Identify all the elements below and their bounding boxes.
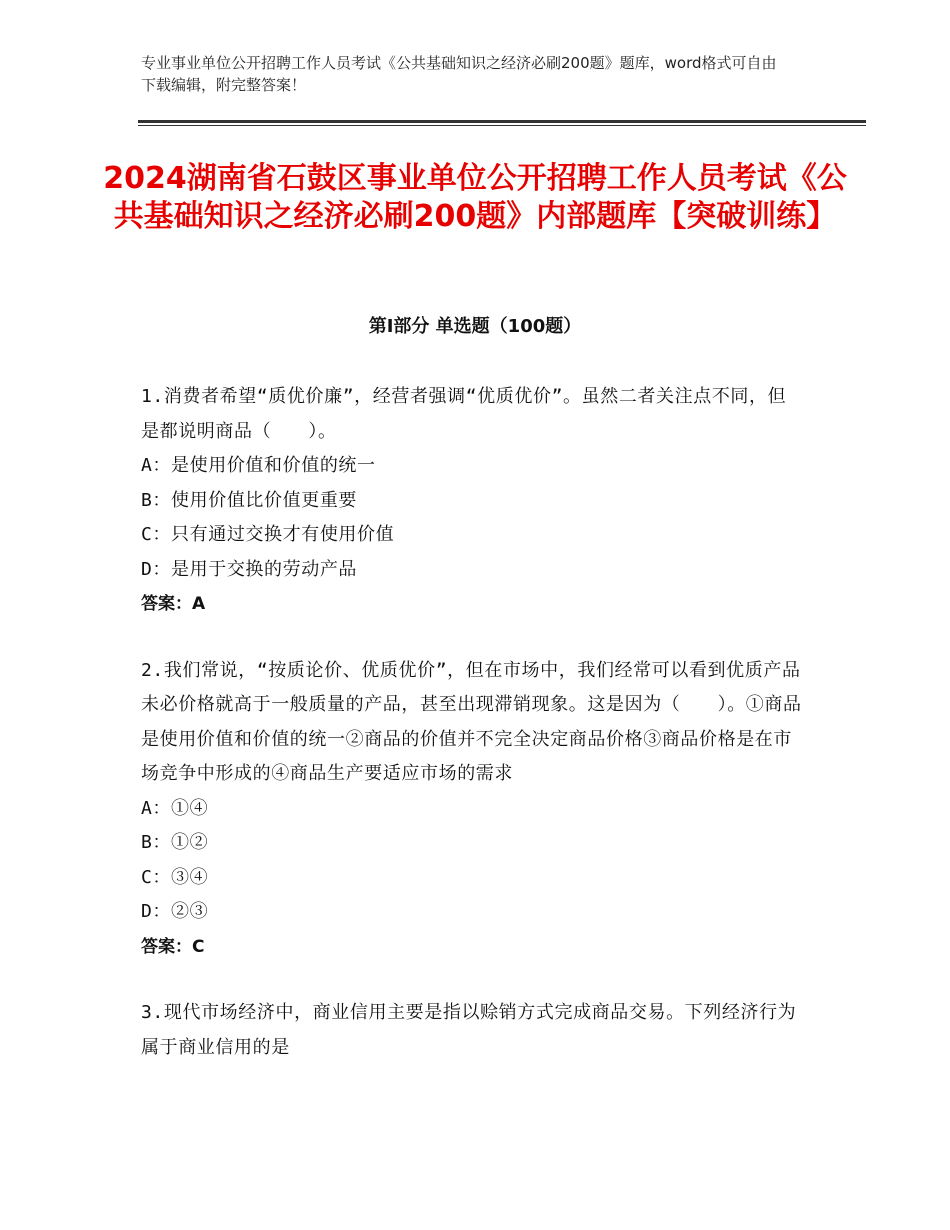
question-1 bbox=[141, 380, 803, 622]
question-stem: 1.消费者希望“质优价廉”，经营者强调“优质优价”。虽然二者关注点不同，但是都说明商品（ ）。 bbox=[141, 386, 787, 442]
question-3 bbox=[141, 996, 803, 1065]
question-2 bbox=[141, 654, 803, 965]
option-c: C：只有通过交换才有使用价值 bbox=[141, 524, 395, 545]
answer: 答案：A bbox=[141, 594, 206, 614]
option-c: C：③④ bbox=[141, 866, 209, 888]
header-divider-thick bbox=[138, 120, 866, 123]
answer: 答案：C bbox=[141, 936, 205, 957]
option-a: A：是使用价值和价值的统一 bbox=[141, 455, 376, 476]
option-a: A：①④ bbox=[141, 797, 209, 819]
option-d: D：是用于交换的劳动产品 bbox=[141, 558, 358, 580]
question-list bbox=[141, 380, 803, 1097]
document-title: 2024湖南省石鼓区事业单位公开招聘工作人员考试《公共基础知识之经济必刷200题》内部题库【突破训练】 bbox=[103, 161, 847, 234]
section-title: 第Ⅰ部分 单选题（100题） bbox=[368, 316, 582, 337]
question-stem: 2.我们常说，“按质论价、优质优价”，但在市场中，我们经常可以看到优质产品未必价格就高于一般质量的产品，甚至出现滞销现象。这是因为（ ）。①商品是使用价值和价值的统一②商品的价值并不完全决定商品价格③商品价格是在市场竞争中形成的④商品生产要适应市场的需求 bbox=[141, 659, 802, 784]
question-stem: 3.现代市场经济中，商业信用主要是指以赊销方式完成商品交易。下列经济行为属于商业信用的是 bbox=[141, 1002, 797, 1058]
header-divider-thin bbox=[138, 125, 866, 126]
header-note: 专业事业单位公开招聘工作人员考试《公共基础知识之经济必刷200题》题库，word格式可自由下载编辑，附完整答案！ bbox=[141, 54, 777, 94]
option-d: D：②③ bbox=[141, 901, 209, 922]
option-b: B：使用价值比价值更重要 bbox=[141, 489, 358, 511]
option-b: B：①② bbox=[141, 832, 209, 853]
